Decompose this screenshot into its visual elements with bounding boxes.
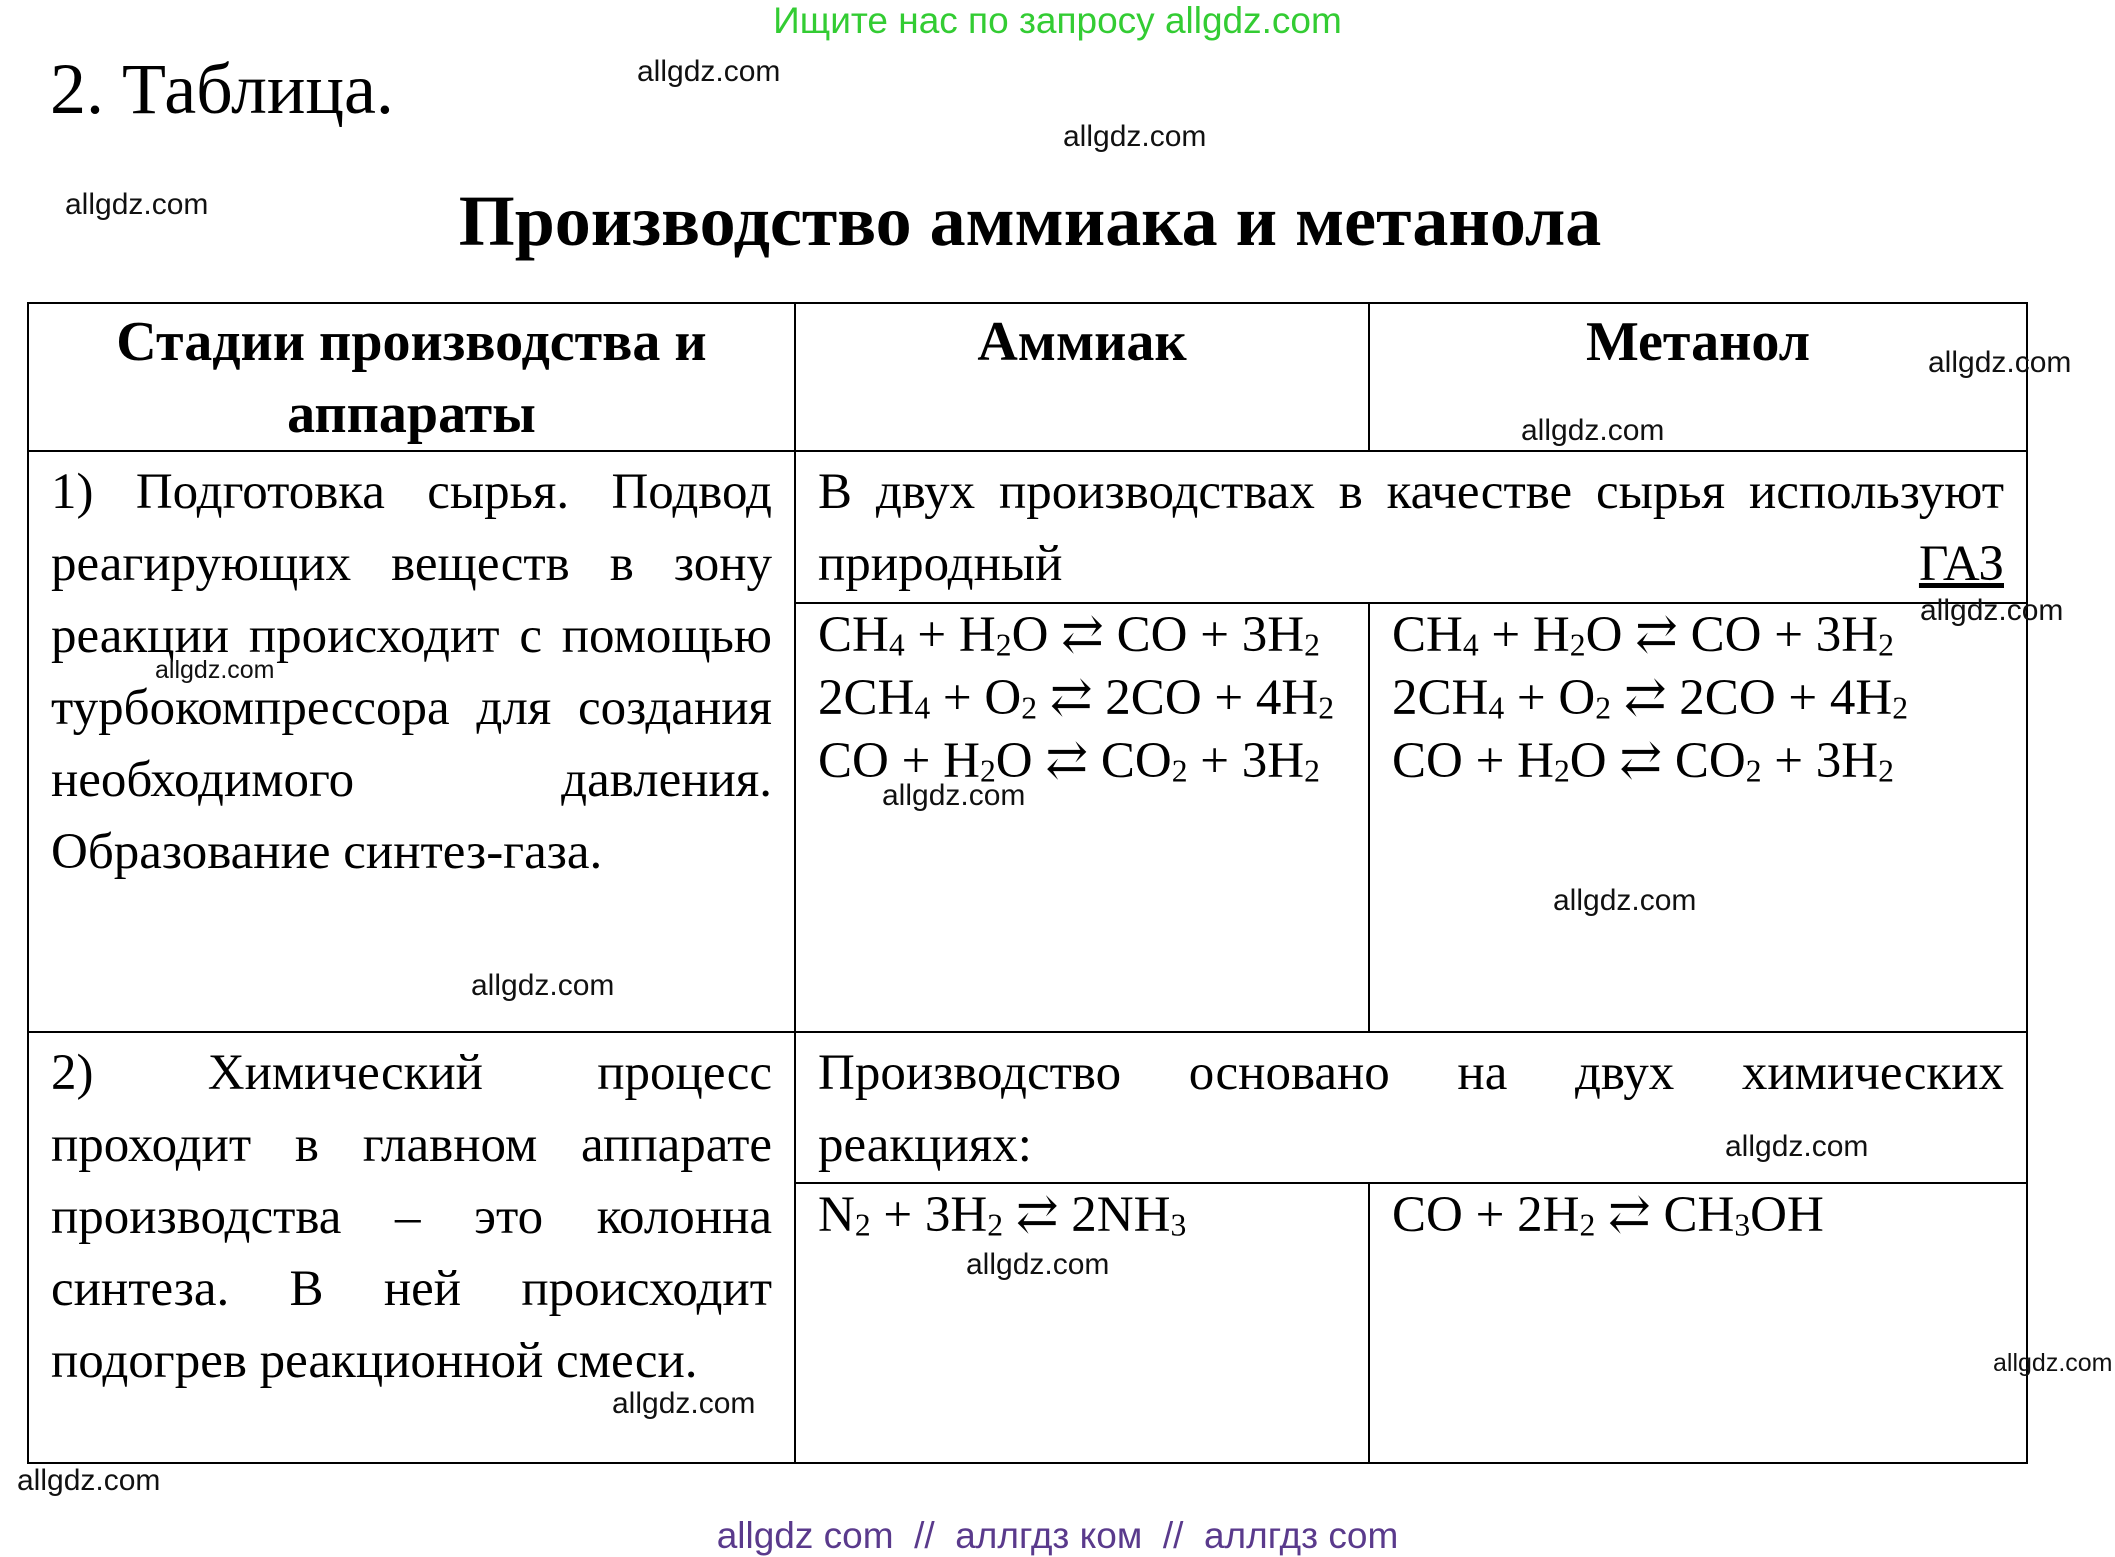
gas-underlined: ГАЗ — [1918, 536, 2004, 592]
watermark: allgdz.com — [1063, 120, 1207, 153]
watermark: allgdz.com — [1521, 414, 1665, 447]
header-methanol: Метанол — [1369, 303, 2027, 451]
watermark: allgdz.com — [1993, 1349, 2113, 1377]
watermark: allgdz.com — [1928, 346, 2072, 379]
ammonia-synthesis-equation — [795, 1183, 1369, 1463]
equation: $CH_4 + H_2O$ ⇄ CO + $3H_2$ — [1392, 607, 1894, 664]
row1-shared-text: В двух производствах в качестве сырья используют природный — [818, 464, 2004, 592]
watermark: allgdz.com — [612, 1387, 756, 1420]
exercise-heading: 2. Таблица. — [50, 49, 394, 129]
watermark: allgdz.com — [637, 55, 781, 88]
row1-shared-cell — [795, 451, 2027, 603]
methanol-raw-equations — [1369, 603, 2027, 1032]
production-table — [27, 302, 2028, 1464]
footer-separator: // — [914, 1515, 935, 1556]
header-stages: Стадии производства и аппараты — [28, 303, 795, 451]
footer-separator: // — [1162, 1515, 1184, 1556]
stage-1-cell: 1) Подготовка сырья. Подвод реагирующих веществ в зону реакции происходит с помощью турбокомпрессора для создания необходимого давления. Образование синтез-газа. — [28, 451, 795, 1032]
table-row — [28, 451, 2027, 603]
table-title: Производство аммиака и метанола — [458, 181, 1602, 261]
equation: $CH_4 + H_2O$ ⇄ CO + $3H_2$ — [818, 607, 1320, 664]
equation: CO + $2H_2$ ⇄ $CH_3OH$ — [1392, 1187, 1824, 1244]
equation: $N_2 + 3H_2$ ⇄ $2NH_3$ — [818, 1187, 1187, 1244]
watermark: allgdz.com — [966, 1248, 1110, 1281]
watermark: allgdz.com — [471, 969, 615, 1002]
watermark: allgdz.com — [1920, 594, 2064, 627]
footer-link[interactable]: аллгдз com — [1203, 1515, 1399, 1556]
watermark: allgdz.com — [1725, 1130, 1869, 1163]
watermark: allgdz.com — [65, 188, 209, 221]
watermark: allgdz.com — [882, 779, 1026, 812]
footer-links[interactable] — [0, 1515, 2115, 1557]
footer-link[interactable]: аллгдз ком — [955, 1515, 1143, 1556]
row2-shared-cell: Производство основано на двух химических реакциях: — [795, 1032, 2027, 1183]
equation: $2CH_4 + O_2$ ⇄ $2CO + 4H_2$ — [818, 670, 1335, 727]
watermark: allgdz.com — [155, 656, 275, 684]
watermark: allgdz.com — [17, 1464, 161, 1497]
equation: CO + $H_2O$ ⇄ $CO_2 + 3H_2$ — [818, 733, 1320, 790]
footer-link[interactable]: allgdz com — [716, 1515, 894, 1556]
header-row — [28, 303, 2027, 451]
header-ammonia: Аммиак — [795, 303, 1369, 451]
methanol-synthesis-equation — [1369, 1183, 2027, 1463]
ammonia-raw-equations — [795, 603, 1369, 1032]
equation: CO + $H_2O$ ⇄ $CO_2 + 3H_2$ — [1392, 733, 1894, 790]
search-banner[interactable]: Ищите нас по запросу allgdz.com — [773, 0, 1342, 41]
equation: $2CH_4 + O_2$ ⇄ $2CO + 4H_2$ — [1392, 670, 1909, 727]
stage-2-cell: 2) Химический процесс проходит в главном аппарате производства – это колонна синтеза. В ней происходит подогрев реакционной смеси. — [28, 1032, 795, 1463]
watermark: allgdz.com — [1553, 884, 1697, 917]
